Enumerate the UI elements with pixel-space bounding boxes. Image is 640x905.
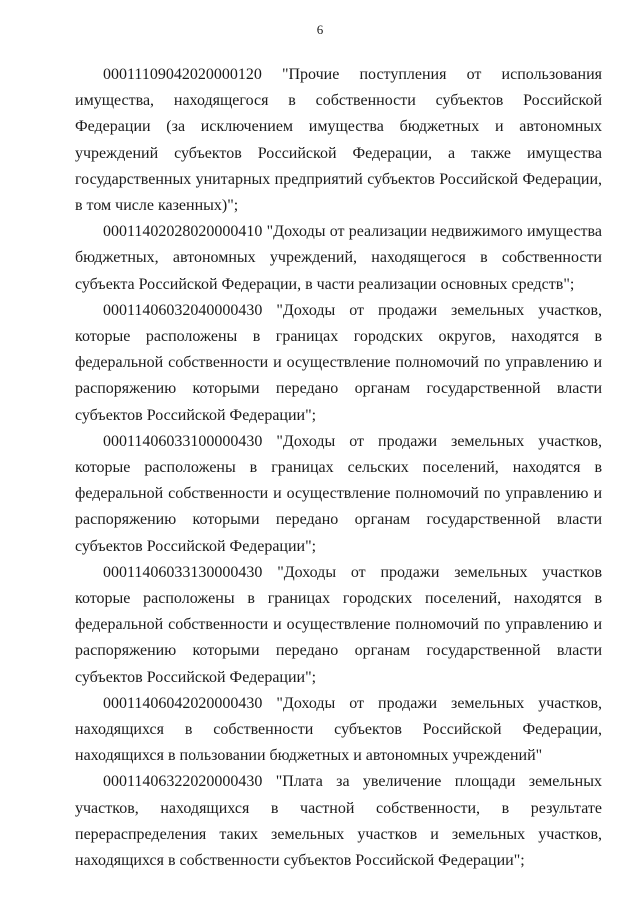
paragraph-6: 00011406042020000430 "Доходы от продажи земельных участков, находящихся в собственности субъектов Российской Федерации, находящихся в пользовании бюджетных и автономных учреждений" [75,694,602,765]
paragraph-5: 00011406033130000430 "Доходы от продажи земельных участков которые расположены в границах городских поселений, находятся в федеральной собственности и осуществление полномочий по управлению и распоряжению которыми передано органам государственной власти субъектов Российской Федерации"; [75,563,602,686]
paragraph-2: 00011402028020000410 "Доходы от реализации недвижимого имущества бюджетных, автономных учреждений, находящегося в собственности субъекта Российской Федерации, в части реализации основных средств"; [75,223,602,293]
page-number: 6 [316,22,324,37]
paragraph-4: 00011406033100000430 "Доходы от продажи земельных участков, которые расположены в границах сельских поселений, находятся в федеральной собственности и осуществление полномочий по управлению и распоряжению которыми передано органам государственной власти субъектов Российской Федерации"; [75,432,602,555]
paragraph-3: 00011406032040000430 "Доходы от продажи земельных участков, которые расположены в границах городских округов, находятся в федеральной собственности и осуществление полномочий по управлению и распоряжению которыми передано органам государственной власти субъектов Российской Федерации"; [75,301,602,424]
paragraph-1: 00011109042020000120 "Прочие поступления от использования имущества, находящегося в собственности субъектов Российской Федерации (за исключением имущества бюджетных и автономных учреждений субъектов Российской Федерации, а также имущества государственных унитарных предприятий субъектов Российской Федерации, в том числе казенных)"; [75,66,602,215]
document-body [75,62,602,874]
paragraph-7: 00011406322020000430 "Плата за увеличение площади земельных участков, находящихся в частной собственности, в результате перераспределения таких земельных участков и земельных участков, находящихся в собственности субъектов Российской Федерации"; [75,773,602,870]
